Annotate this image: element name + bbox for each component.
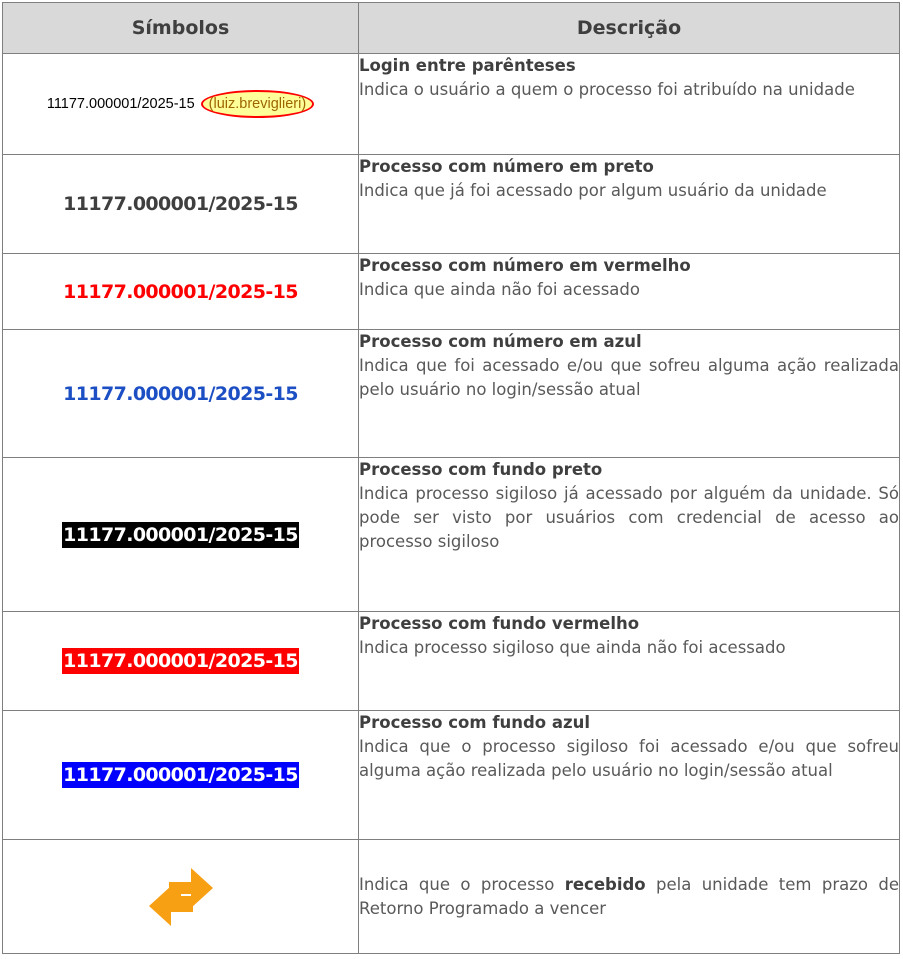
- legend-row-background-red: [3, 612, 900, 711]
- description-cell: [359, 155, 900, 254]
- legend-table: [2, 2, 900, 954]
- symbol-cell: [3, 711, 359, 840]
- login-symbol: [47, 90, 314, 118]
- symbol-cell: [3, 458, 359, 612]
- description-cell: [359, 458, 900, 612]
- symbol-cell: [3, 155, 359, 254]
- process-number-red: 11177.000001/2025-15: [63, 280, 298, 303]
- description-text: Indica que ainda não foi acessado: [359, 280, 640, 299]
- description-text-before: Indica que o processo: [359, 874, 555, 894]
- symbol-cell: [3, 330, 359, 458]
- description-text: Indica processo sigiloso já acessado por alguém da unidade. Só pode ser visto por usuários com credencial de acesso ao processo sigiloso: [359, 484, 899, 551]
- legend-row-return-scheduled: [3, 840, 900, 954]
- description-cell: [359, 254, 900, 330]
- legend-row-number-red: [3, 254, 900, 330]
- legend-row-background-blue: [3, 711, 900, 840]
- header-row: [3, 3, 900, 54]
- symbol-cell: [3, 54, 359, 155]
- process-number-background-blue: 11177.000001/2025-15: [63, 764, 298, 786]
- legend-row-number-black: [3, 155, 900, 254]
- description-cell: [359, 612, 900, 711]
- description-cell: [359, 840, 900, 954]
- legend-row-number-blue: [3, 330, 900, 458]
- symbol-cell: [3, 254, 359, 330]
- login-badge: (luiz.breviglieri): [201, 90, 315, 118]
- description-text: Indica que foi acessado e/ou que sofreu alguma ação realizada pelo usuário no login/sessão atual: [359, 356, 899, 399]
- process-number-background-red: 11177.000001/2025-15: [63, 650, 298, 672]
- process-number-blue: 11177.000001/2025-15: [63, 382, 298, 405]
- description-cell: [359, 330, 900, 458]
- description-cell: [359, 711, 900, 840]
- description-title: Processo com fundo azul: [359, 713, 591, 732]
- description-text: [359, 873, 899, 921]
- header-symbols: Símbolos: [3, 3, 359, 54]
- description-text-after: pela unidade tem prazo de Retorno Programado a vencer: [359, 874, 899, 918]
- description-title: Processo com número em preto: [359, 157, 654, 176]
- description-cell: [359, 54, 900, 155]
- swap-arrows-icon: [3, 862, 358, 932]
- legend-row-background-black: [3, 458, 900, 612]
- description-title: Processo com número em azul: [359, 332, 642, 351]
- symbol-cell: [3, 840, 359, 954]
- description-title: Processo com número em vermelho: [359, 256, 691, 275]
- description-text-bold: recebido: [564, 874, 646, 894]
- header-description: Descrição: [359, 3, 900, 54]
- process-number-plain: 11177.000001/2025-15: [46, 96, 195, 112]
- description-text: Indica que o processo sigiloso foi acessado e/ou que sofreu alguma ação realizada pelo usuário no login/sessão atual: [359, 737, 899, 780]
- description-text: Indica que já foi acessado por algum usuário da unidade: [359, 181, 827, 200]
- description-text: Indica o usuário a quem o processo foi atribuído na unidade: [359, 80, 855, 99]
- symbol-cell: [3, 612, 359, 711]
- description-title: Processo com fundo vermelho: [359, 614, 640, 633]
- description-text: Indica processo sigiloso que ainda não foi acessado: [359, 638, 786, 657]
- legend-row-login: [3, 54, 900, 155]
- process-number-background-black: 11177.000001/2025-15: [63, 523, 298, 546]
- description-title: Login entre parênteses: [359, 56, 576, 75]
- process-number-black: 11177.000001/2025-15: [63, 193, 298, 215]
- description-title: Processo com fundo preto: [359, 460, 603, 479]
